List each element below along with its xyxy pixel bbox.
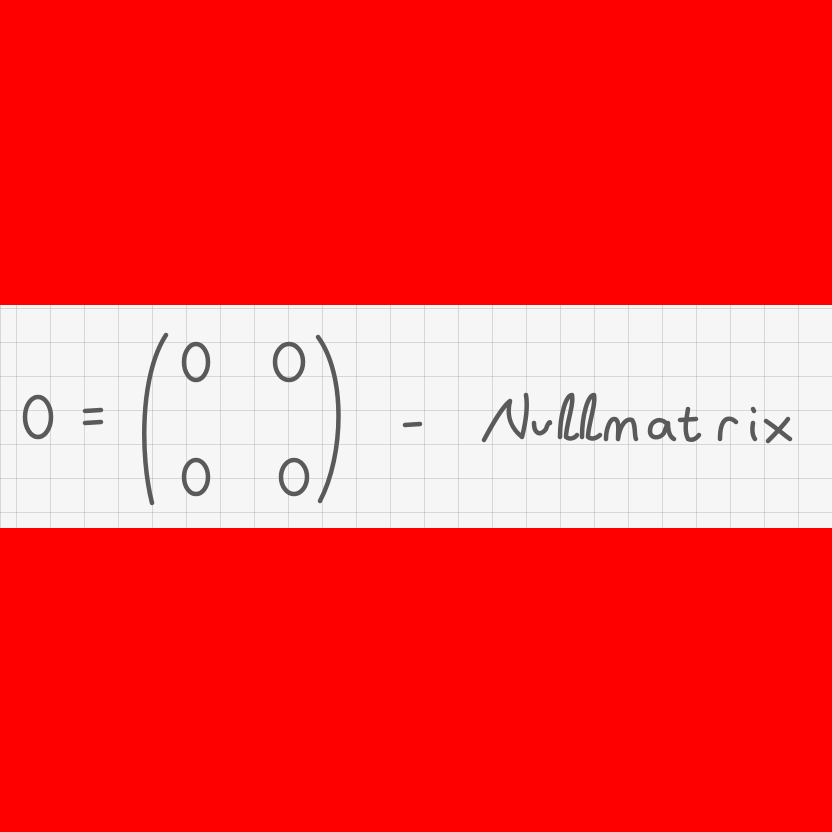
equals-sign [85, 410, 101, 423]
top-red-band [0, 0, 832, 305]
matrix-entry-1-1 [184, 344, 208, 380]
left-parenthesis [144, 335, 166, 503]
bottom-red-band [0, 528, 832, 832]
handwriting-svg [0, 305, 832, 528]
handwritten-word [484, 395, 790, 441]
zero-symbol [25, 397, 51, 437]
matrix-entry-2-1 [184, 460, 208, 494]
right-parenthesis [318, 337, 339, 501]
matrix-entry-1-2 [275, 344, 303, 380]
dash [405, 424, 420, 425]
matrix-entry-2-2 [281, 460, 307, 494]
graph-paper-strip [0, 305, 832, 528]
